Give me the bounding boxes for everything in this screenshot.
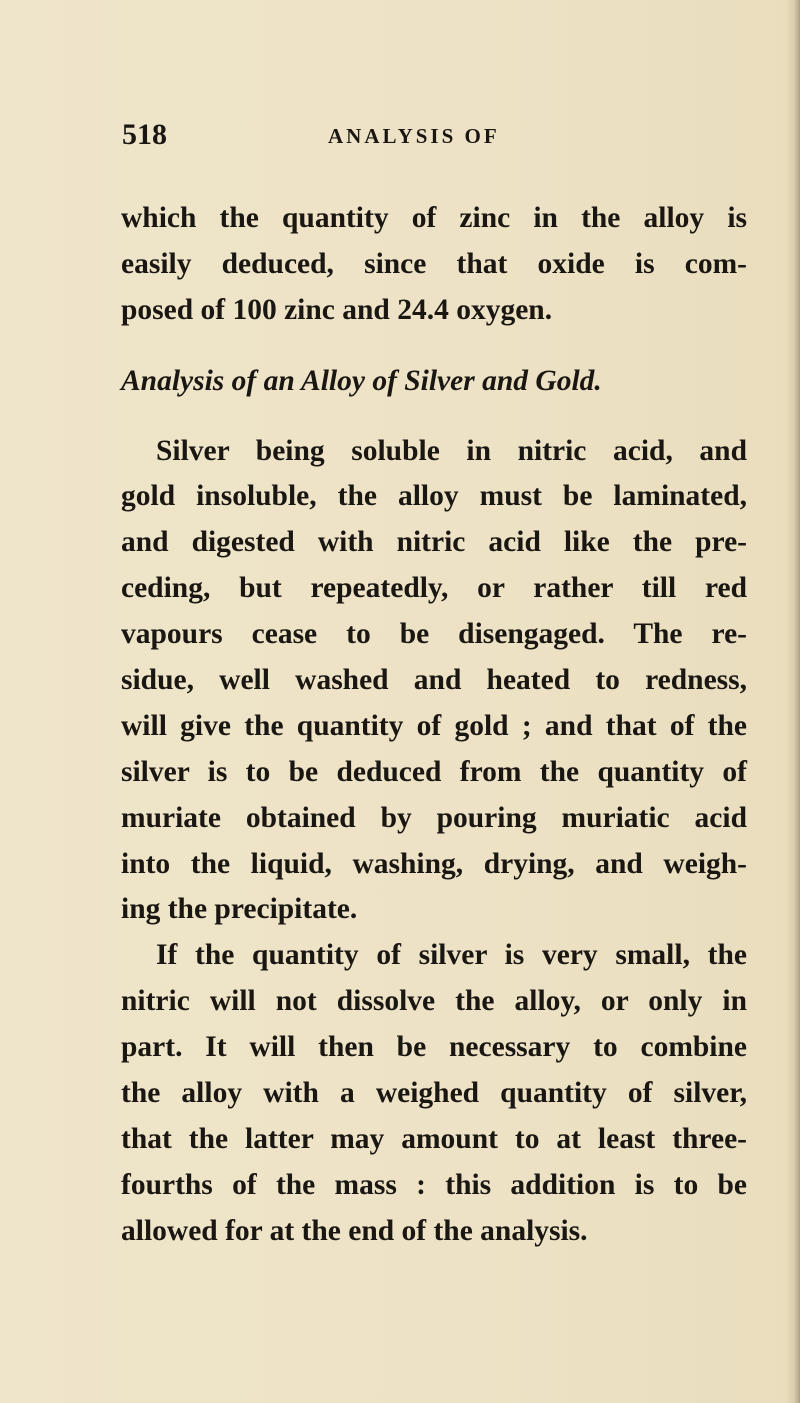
text-line: silver is to be deduced from the quantity of <box>121 755 747 788</box>
running-head: ANALYSIS OF <box>328 124 500 148</box>
text-line: gold insoluble, the alloy must be laminated, <box>121 480 747 513</box>
text-line: the alloy with a weighed quantity of silver, <box>121 1077 747 1110</box>
text-line: vapours cease to be disengaged. The re- <box>121 618 747 651</box>
text-line: nitric will not dissolve the alloy, or only in <box>121 985 747 1018</box>
body-text <box>121 196 747 1255</box>
text-line: and digested with nitric acid like the pre- <box>121 526 747 559</box>
text-line: muriate obtained by pouring muriatic acid <box>121 801 747 834</box>
text-line: allowed for at the end of the analysis. <box>121 1214 588 1247</box>
text-line: which the quantity of zinc in the alloy is <box>121 202 747 234</box>
page-edge-shadow <box>786 0 800 1403</box>
text-line: will give the quantity of gold ; and that of the <box>121 709 747 742</box>
text-line: Silver being soluble in nitric acid, and <box>156 434 747 467</box>
text-line: that the latter may amount to at least three- <box>121 1122 747 1155</box>
text-line: part. It will then be necessary to combine <box>121 1031 747 1064</box>
text-line: ceding, but repeatedly, or rather till red <box>121 572 747 605</box>
paragraph-1 <box>121 196 747 334</box>
text-line: into the liquid, washing, drying, and weigh- <box>121 847 747 880</box>
text-line: posed of 100 zinc and 24.4 oxygen. <box>121 293 553 326</box>
text-line: sidue, well washed and heated to redness, <box>121 664 747 697</box>
page-number: 518 <box>122 118 167 151</box>
text-line: ing the precipitate. <box>121 893 358 926</box>
text-line: If the quantity of silver is very small, the <box>156 939 747 972</box>
text-line: fourths of the mass : this addition is to be <box>121 1168 747 1201</box>
paragraph-3 <box>121 933 747 1254</box>
section-heading: Analysis of an Alloy of Silver and Gold. <box>121 364 602 397</box>
text-line: easily deduced, since that oxide is com- <box>121 247 747 280</box>
paragraph-2 <box>121 429 747 934</box>
page-header <box>122 118 682 154</box>
